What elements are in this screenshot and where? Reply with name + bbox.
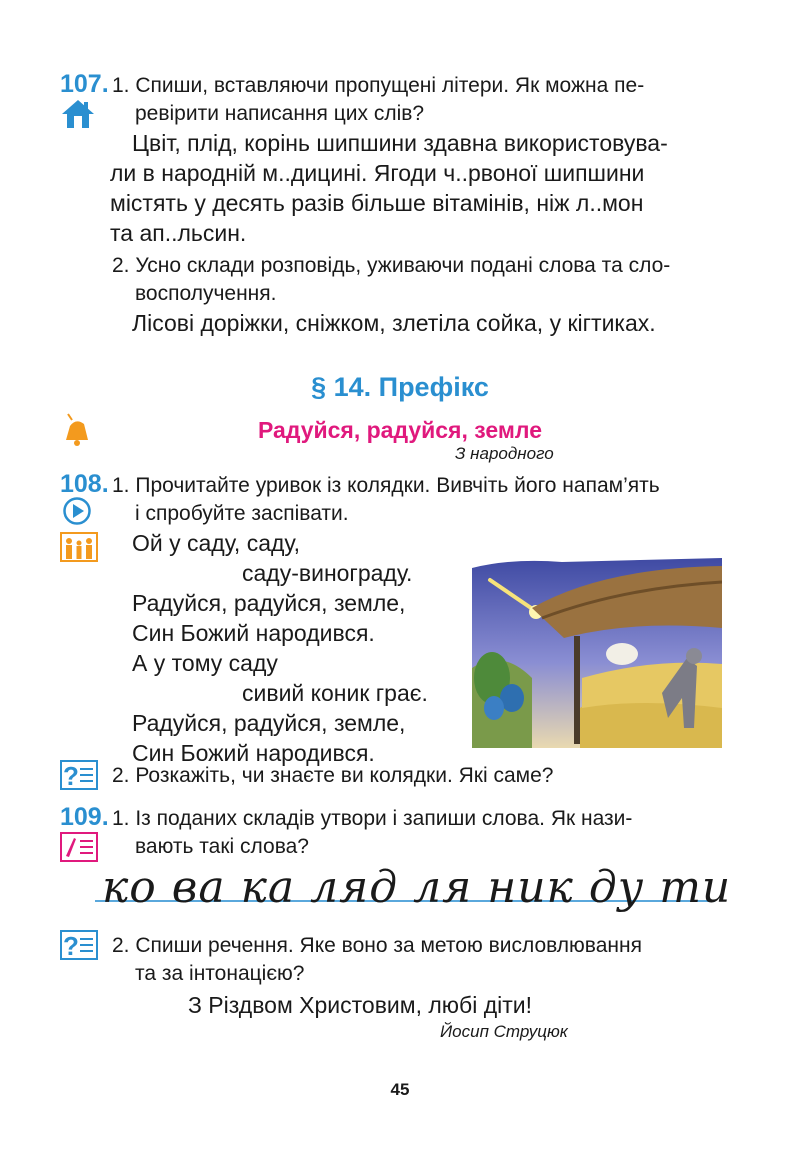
poem-line: Син Божий народився. — [132, 740, 375, 766]
exercise-108-task1-line2: і спробуйте заспівати. — [135, 502, 349, 525]
exercise-108-task2: 2. Розкажіть, чи знаєте ви колядки. Які саме? — [112, 764, 554, 787]
sentence-author: Йосип Струцюк — [440, 1022, 568, 1041]
poem-line: сивий коник грає. — [242, 680, 428, 706]
exercise-107-task2-line1: 2. Усно склади розповідь, уживаючи подані слова та сло- — [112, 254, 671, 277]
poem-line: Радуйся, радуйся, земле, — [132, 590, 406, 616]
exercise-109-task2-line2: та за інтонацією? — [135, 962, 305, 985]
question-book-icon — [60, 930, 98, 965]
poem-source: З народного — [455, 444, 554, 463]
exercise-107-text-line: Цвіт, плід, корінь шипшини здавна використовува- — [132, 130, 668, 156]
exercise-108-number: 108. — [60, 470, 109, 498]
question-book-icon — [60, 760, 98, 795]
christmas-sentence: З Різдвом Христовим, любі діти! — [188, 992, 533, 1018]
exercise-107-words: Лісові доріжки, сніжком, злетіла сойка, у кігтиках. — [132, 310, 656, 336]
poem-text — [132, 528, 428, 768]
poem-line: Син Божий народився. — [132, 620, 375, 646]
play-icon — [62, 496, 92, 531]
svg-text:?: ? — [63, 761, 79, 790]
exercise-109-task2-line1: 2. Спиши речення. Яке воно за метою висловлювання — [112, 934, 642, 957]
poem-title: Радуйся, радуйся, земле — [257, 417, 542, 443]
nativity-illustration — [472, 558, 722, 753]
exercise-107-task1-line2: ревірити написання цих слів? — [135, 102, 425, 125]
poem-line: А у тому саду — [132, 650, 278, 676]
exercise-107-task1-line1: 1. Спиши, вставляючи пропущені літери. Як можна пе- — [112, 74, 645, 97]
exercise-107-task2-line2: восполучення. — [135, 282, 277, 305]
exercise-107-text-line: ли в народній м..дицині. Ягоди ч..рвоної шипшини — [110, 160, 645, 186]
exercise-107-number: 107. — [60, 70, 109, 98]
exercise-109-number: 109. — [60, 803, 109, 831]
svg-text:?: ? — [63, 931, 79, 960]
family-book-icon — [60, 532, 98, 567]
pen-book-icon — [60, 832, 98, 867]
exercise-107-text-line: та ап..льсин. — [110, 220, 247, 246]
exercise-108-task1-line1: 1. Прочитайте уривок із колядки. Вивчіть його напам’ять — [112, 474, 660, 497]
poem-line: Радуйся, радуйся, земле, — [132, 710, 406, 736]
poem-line: саду-винограду. — [242, 560, 413, 586]
exercise-109-task1-line2: вають такі слова? — [135, 835, 309, 858]
home-icon — [60, 98, 96, 135]
exercise-109-task1-line1: 1. Із поданих складів утвори і запиши слова. Як нази- — [112, 807, 633, 830]
section-title: § 14. Префікс — [311, 372, 489, 402]
exercise-107-text-line: містять у десять разів більше вітамінів, ніж л..мон — [110, 190, 644, 216]
poem-line: Ой у саду, саду, — [132, 530, 301, 556]
page-number: 45 — [390, 1080, 410, 1099]
cursive-syllables: ко ва ка ляд ля ник ду ти — [102, 862, 732, 913]
